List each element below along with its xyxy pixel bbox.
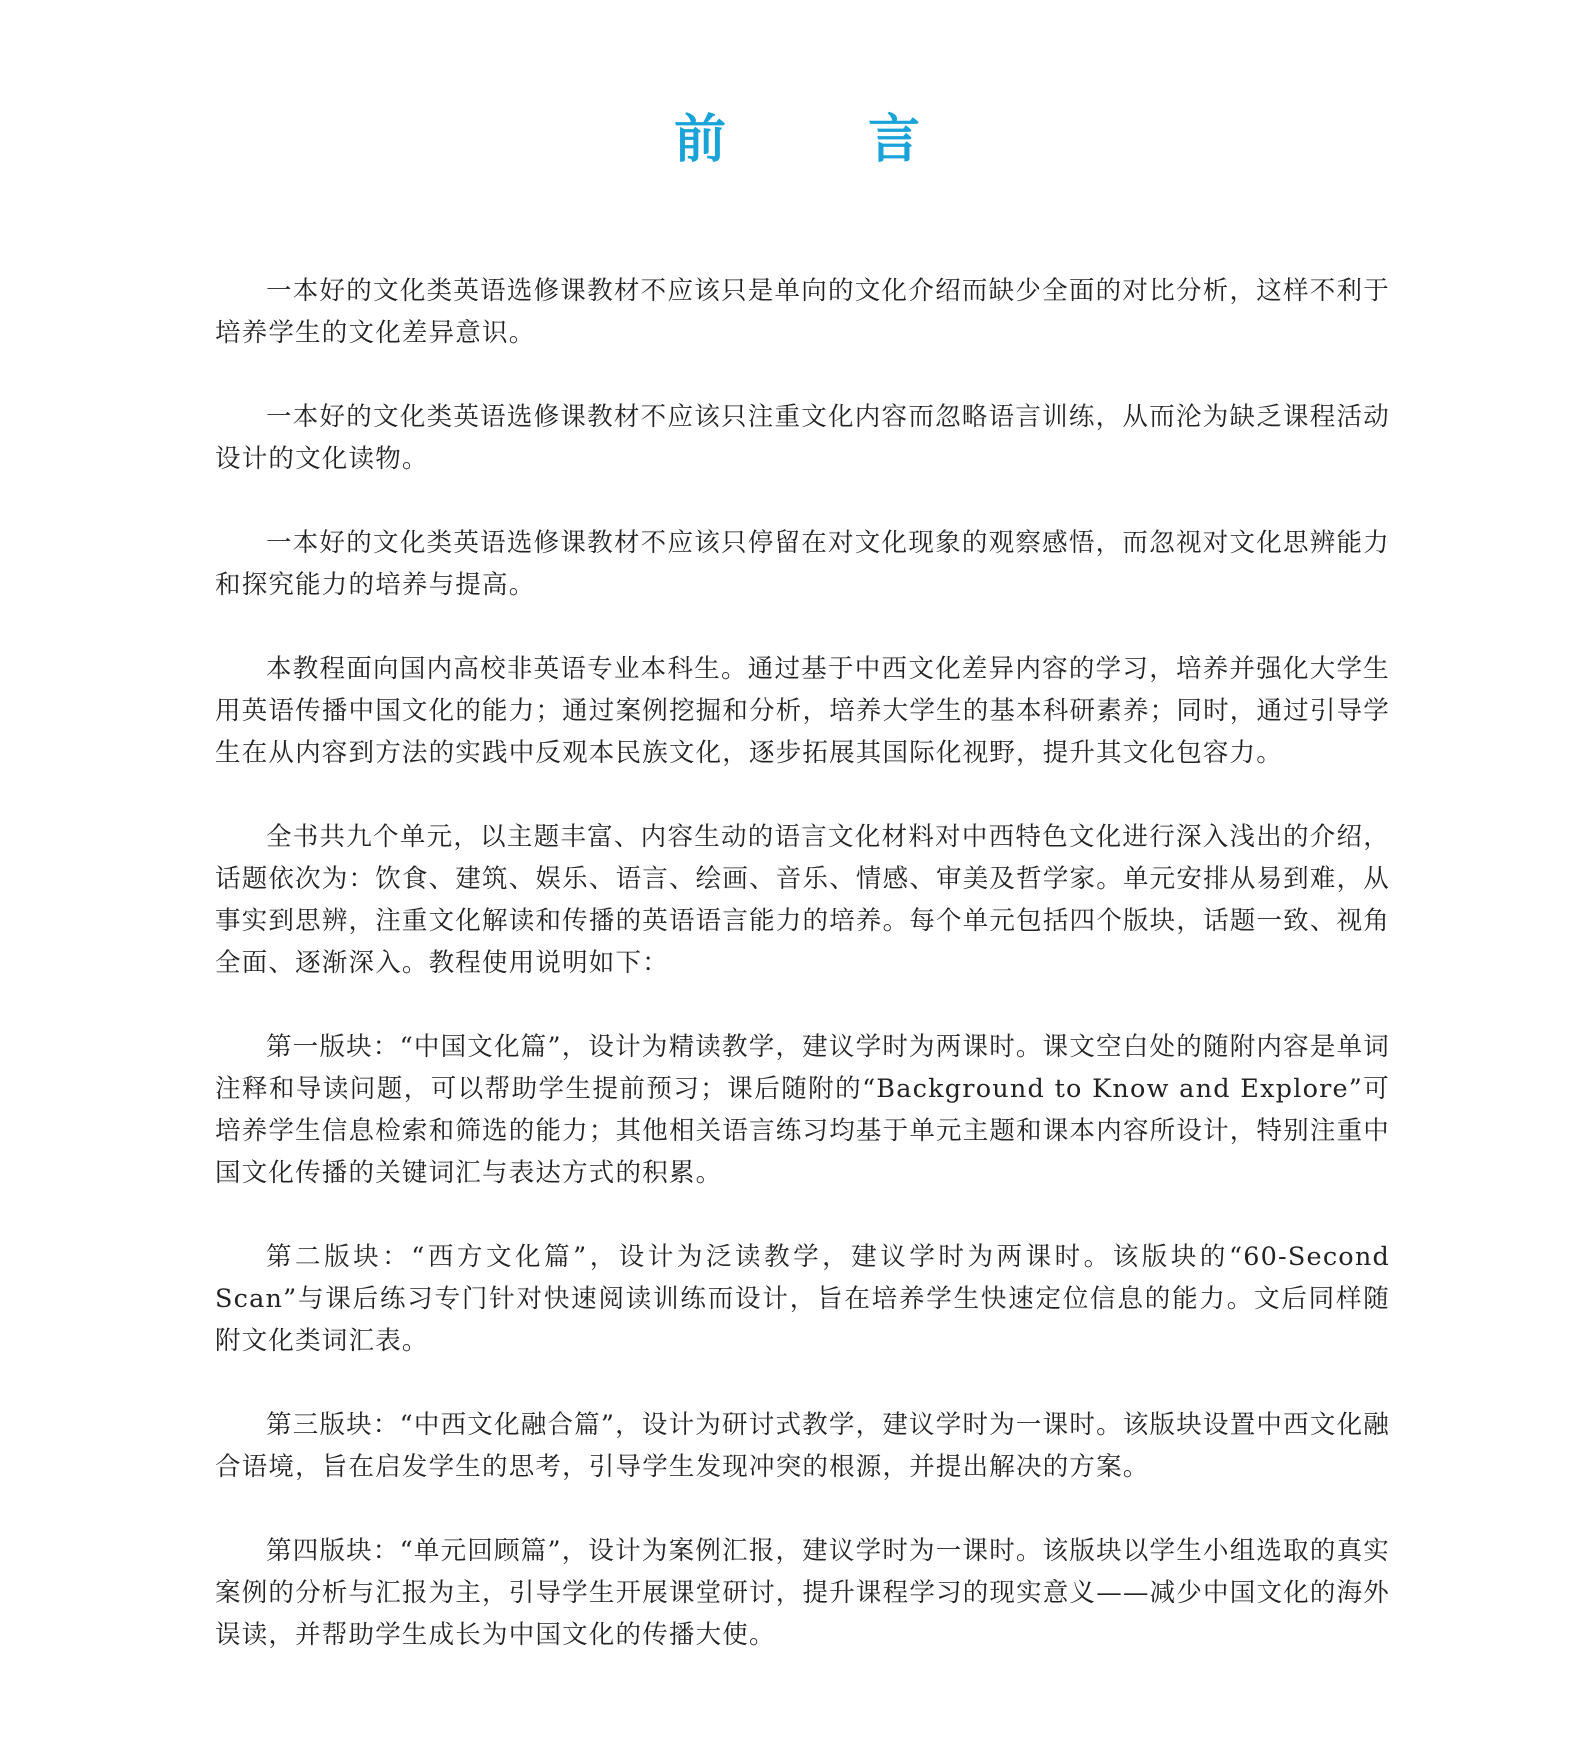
page-title: 前 言: [673, 109, 983, 170]
paragraph: 一本好的文化类英语选修课教材不应该只是单向的文化介绍而缺少全面的对比分析，这样不利于培养学生的文化差异意识。: [215, 276, 1390, 348]
paragraph: 一本好的文化类英语选修课教材不应该只注重文化内容而忽略语言训练，从而沦为缺乏课程活动设计的文化读物。: [215, 402, 1390, 474]
paragraph: 第一版块：“中国文化篇”，设计为精读教学，建议学时为两课时。课文空白处的随附内容是单词注释和导读问题，可以帮助学生提前预习；课后随附的“Background to Know and Explore”可培养学生信息检索和筛选的能力；其他相关语言练习均基于单元主题和课本内容所设计，特别注重中国文化传播的关键词汇与表达方式的积累。: [215, 1032, 1390, 1188]
paragraph: 第二版块：“西方文化篇”，设计为泛读教学，建议学时为两课时。该版块的“60-Second Scan”与课后练习专门针对快速阅读训练而设计，旨在培养学生快速定位信息的能力。文后同样随附文化类词汇表。: [215, 1242, 1390, 1356]
preface-body: [215, 270, 1390, 1698]
paragraph: 全书共九个单元，以主题丰富、内容生动的语言文化材料对中西特色文化进行深入浅出的介绍，话题依次为：饮食、建筑、娱乐、语言、绘画、音乐、情感、审美及哲学家。单元安排从易到难，从事实到思辨，注重文化解读和传播的英语语言能力的培养。每个单元包括四个版块，话题一致、视角全面、逐渐深入。教程使用说明如下：: [215, 822, 1390, 978]
paragraph: 第三版块：“中西文化融合篇”，设计为研讨式教学，建议学时为一课时。该版块设置中西文化融合语境，旨在启发学生的思考，引导学生发现冲突的根源，并提出解决的方案。: [215, 1410, 1390, 1482]
paragraph: 一本好的文化类英语选修课教材不应该只停留在对文化现象的观察感悟，而忽视对文化思辨能力和探究能力的培养与提高。: [215, 528, 1390, 600]
paragraph: 第四版块：“单元回顾篇”，设计为案例汇报，建议学时为一课时。该版块以学生小组选取的真实案例的分析与汇报为主，引导学生开展课堂研讨，提升课程学习的现实意义——减少中国文化的海外误读，并帮助学生成长为中国文化的传播大使。: [215, 1536, 1390, 1650]
paragraph: 本教程面向国内高校非英语专业本科生。通过基于中西文化差异内容的学习，培养并强化大学生用英语传播中国文化的能力；通过案例挖掘和分析，培养大学生的基本科研素养；同时，通过引导学生在从内容到方法的实践中反观本民族文化，逐步拓展其国际化视野，提升其文化包容力。: [215, 654, 1390, 768]
